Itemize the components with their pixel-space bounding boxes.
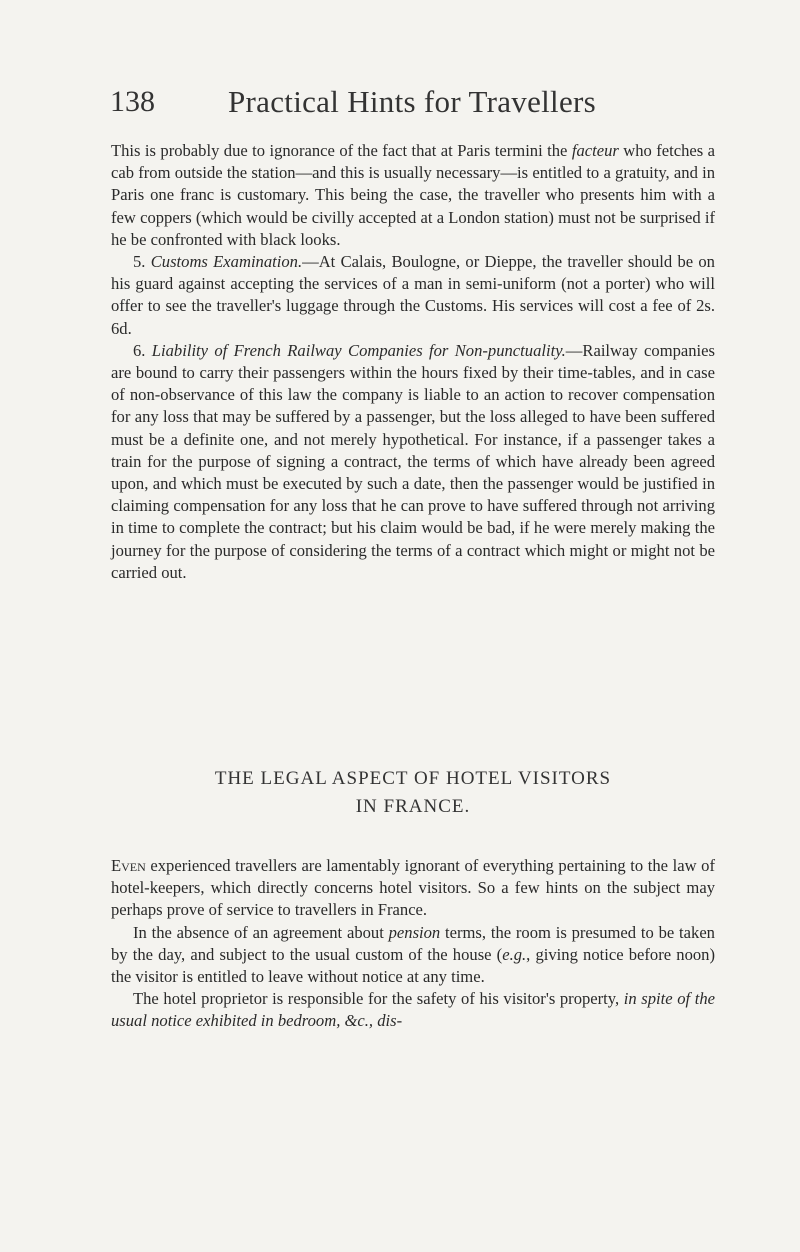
running-title: Practical Hints for Travellers xyxy=(228,84,597,119)
section-heading-line-2: IN FRANCE. xyxy=(355,796,471,817)
body-text xyxy=(111,140,715,584)
text-run: terms, the room is presumed to be taken by the day, and subject to the usual custom of the house ( xyxy=(111,922,715,964)
page-number: 138 xyxy=(110,85,155,118)
paragraph-number: 5. xyxy=(133,252,151,272)
paragraph-customs-examination xyxy=(111,251,715,340)
italic-run: facteur xyxy=(571,141,619,160)
paragraph-railway-liability xyxy=(111,340,715,584)
paragraph-pension xyxy=(111,922,715,989)
paragraph-facteur xyxy=(111,140,715,251)
italic-run: pension xyxy=(388,922,441,942)
text-run: The hotel proprietor is responsible for the safety of his visitor's property, xyxy=(133,989,624,1009)
paragraph-heading: Customs Examination. xyxy=(150,252,303,272)
paragraph-heading: Liability of French Railway Companies for Non-punctuality. xyxy=(151,340,566,360)
text-run: —At Calais, Boulogne, or Dieppe, the traveller should be on his guard against accepting the services of a man in semi-uniform (not a porter) who will offer to see the traveller's luggage through the Customs. His services will cost a fee of 2s. 6d. xyxy=(111,252,715,338)
paragraph-proprietor xyxy=(111,988,715,1032)
italic-run: e.g. xyxy=(502,944,527,964)
page-header xyxy=(110,82,710,132)
small-caps-first-word: Even xyxy=(111,856,146,875)
text-run: —Railway companies are bound to carry their passengers within the hours fixed by their time-tables, and in case of non-observance of this law the company is liable to an action to recover compensation for any loss that may be suffered by a passenger, but the loss alleged to have been suffered must be a definite one, and not merely hypothetical. For instance, if a passenger takes a train for the purpose of signing a contract, the terms of which have already been agreed upon, and which must be executed by such a date, then the passenger would be justified in claiming compensation for any loss that he can prove to have suffered through not arriving in time to complete the contract; but his claim would be bad, if he were merely making the journey for the purpose of considering the terms of a contract which might or might not be carried out. xyxy=(111,340,715,582)
paragraph-number: 6. xyxy=(133,340,152,360)
section-heading-line-1: THE LEGAL ASPECT OF HOTEL VISITORS xyxy=(214,768,612,789)
text-run: In the absence of an agreement about xyxy=(133,922,389,942)
text-run: who fetches a cab from outside the station—and this is usually necessary—is entitled to a gratuity, and in Paris one franc is customary. This being the case, the traveller who presents him with a few coppers (which would be civilly accepted at a London station) must not be surprised if he be confronted with black looks. xyxy=(111,141,716,249)
section-body xyxy=(111,855,715,1033)
text-run: This is probably due to ignorance of the fact that at Paris termini the xyxy=(111,141,572,160)
section-heading xyxy=(111,765,715,821)
paragraph-intro xyxy=(111,855,715,922)
text-run: , giving notice before noon) the visitor is entitled to leave without notice at any time. xyxy=(111,944,715,987)
text-run: experienced travellers are lamentably ignorant of everything pertaining to the law of hotel-keepers, which directly concerns hotel visitors. So a few hints on the subject may perhaps prove of service to travellers in France. xyxy=(111,856,715,920)
italic-run: in spite of the usual notice exhibited in bedroom, &c., dis- xyxy=(111,989,715,1031)
